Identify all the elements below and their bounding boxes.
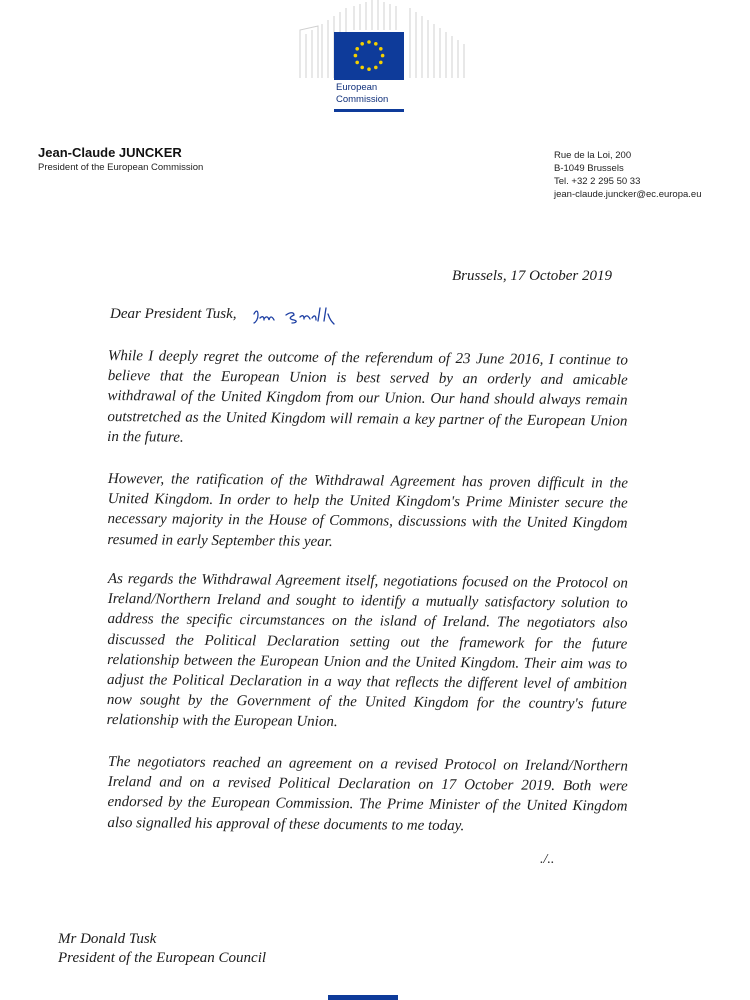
- footer-bar: [328, 995, 398, 1000]
- eu-flag: [334, 32, 404, 80]
- logo-label-line1: European: [336, 82, 378, 93]
- sender-address: [554, 149, 702, 201]
- recipient-name: Mr Donald Tusk: [58, 931, 157, 947]
- letter-date: Brussels, 17 October 2019: [452, 268, 612, 284]
- body-paragraph-4: The negotiators reached an agreement on a revised Protocol on Ireland/Northern Ireland and on a revised Political Declaration on 17 October 2019. Both were endorsed by the European Commission. The Prime Minister of the United Kingdom also signalled his approval of these documents to me today.: [107, 753, 628, 834]
- logo-label: [336, 82, 416, 106]
- address-city: B-1049 Brussels: [554, 163, 624, 174]
- body-paragraph-1: While I deeply regret the outcome of the referendum of 23 June 2016, I continue to believe that the European Union is best served by an orderly and amicable withdrawal of the United Kingdom from our Union. Our hand should always remain outstretched as the United Kingdom will remain a key partner of the European Union in the future.: [107, 347, 628, 446]
- body-paragraph-3: As regards the Withdrawal Agreement itself, negotiations focused on the Protocol on Ireland/Northern Ireland and sought to identify a mutually satisfactory solution to address the specific circumstances on the island of Ireland. The negotiators also discussed the Political Declaration setting out the framework for the future relationship between the European Union and the United Kingdom. Their aim was to adjust the Political Declaration in a way that reflects the different level of ambition now sought by the Government of the United Kingdom for the country's future relationship with the European Union.: [106, 570, 628, 731]
- address-street: Rue de la Loi, 200: [554, 150, 632, 161]
- continued-marker: ./..: [540, 852, 555, 867]
- handwritten-greeting: [250, 306, 350, 328]
- sender-title: President of the European Commission: [38, 162, 204, 173]
- body-paragraph-2: However, the ratification of the Withdrawal Agreement has proven difficult in the United Kingdom. In order to help the United Kingdom's Prime Minister secure the necessary majority in the House of Commons, discussions with the United Kingdom resumed in early September this year.: [107, 470, 628, 550]
- logo-underline: [334, 109, 404, 112]
- address-tel: Tel. +32 2 295 50 33: [554, 176, 641, 187]
- recipient-title: President of the European Council: [58, 950, 267, 966]
- recipient-block: [58, 930, 266, 968]
- logo-label-line2: Commission: [336, 94, 389, 105]
- salutation: Dear President Tusk,: [110, 306, 237, 322]
- address-email: jean-claude.juncker@ec.europa.eu: [554, 189, 702, 200]
- sender-name: Jean-Claude JUNCKER: [38, 145, 182, 160]
